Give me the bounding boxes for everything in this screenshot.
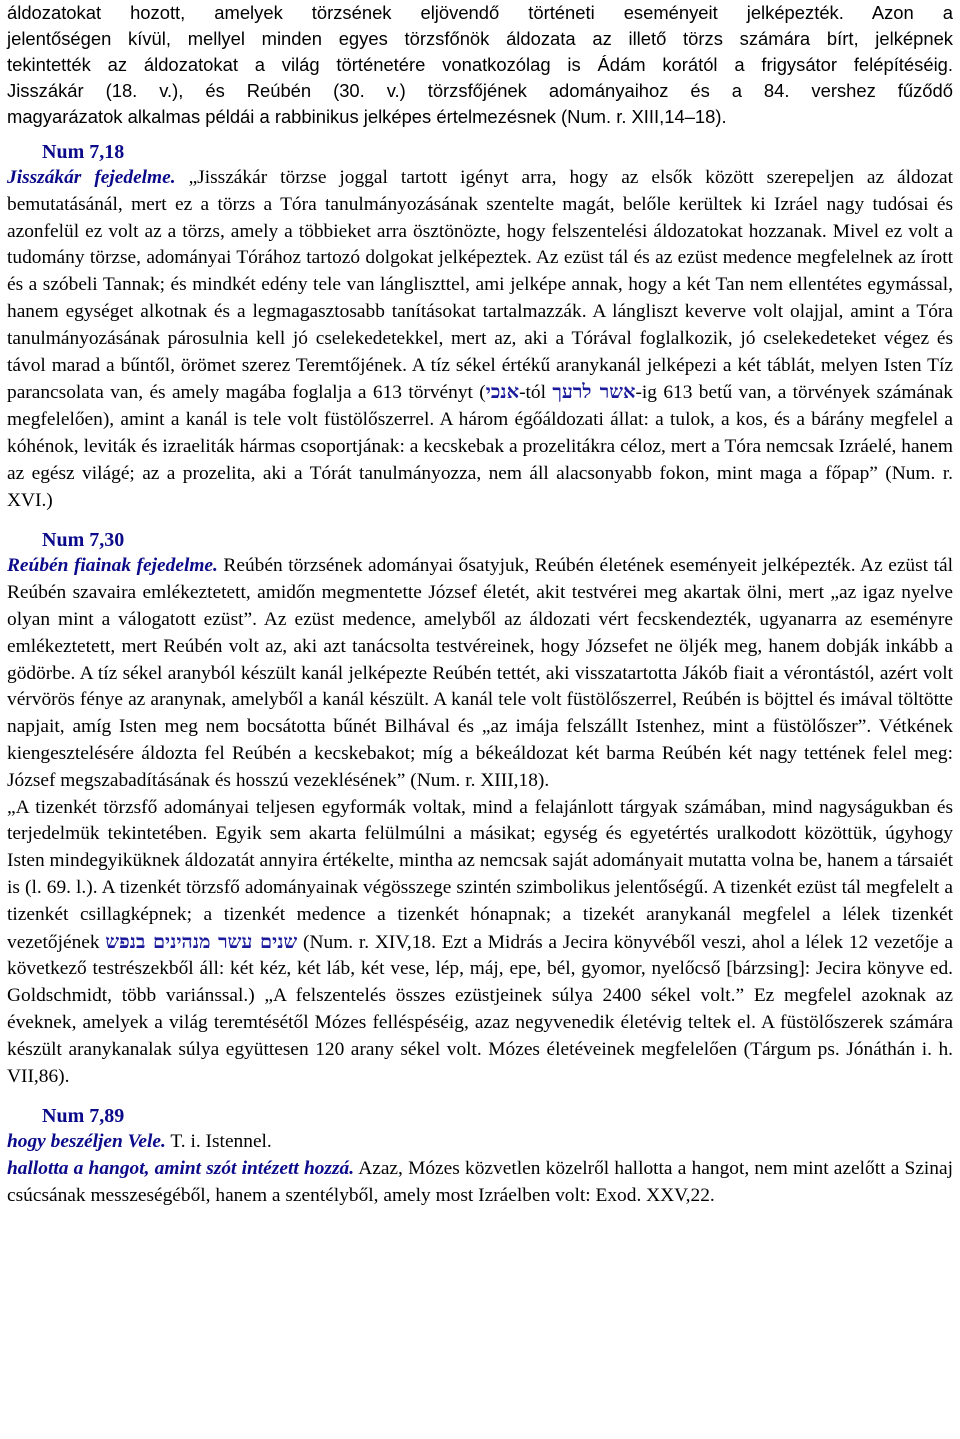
- section-heading: Num 7,30: [42, 529, 125, 552]
- section-paragraph: [7, 1156, 953, 1210]
- section-num-7-18: [7, 139, 953, 514]
- commentary-text: Reúbén törzsének adományai ősatyjuk, Reúbén életének eseményeit jelképezték. Az ezüst tál Reúbén szavaira emlékeztetett, amidőn megmentette József életét, akit testvérei meg akartak ölni, mert „az igaz nyelve olyan mint a válogatott ezüst”. Az ezüst medence, amelyből az áldozati vért fecskendezték, ugyanarra az eseményre emlékeztetett, mert Reúbén volt az, aki azt tanácsolta testvéreinek, hogy Józsefet ne öljék meg, hanem dobják inkább a gödörbe. A tíz sékel aranyból készült kanál jelképezte Reúbén tettét, aki visszatartotta Jákób fiait a vérontástól, azért volt vérvörös fénye az aranynak, amelyből a kanál készült. A kanál tele volt füstölőszerrel, Reúbén is böjttel és imával töltötte napjait, amíg Isten meg nem bocsátotta bűnét Bilhával és „az imája felszállt Istenhez, mint a füstölőszer”. Vétkének kiengesztelésére áldozta fel Reúbén a kecskebakot; míg a békeáldozat két barma Reúbén két nagy tettének felel meg: József megszabadításának és hosszú vezeklésének” (Num. r. XIII,18).: [7, 555, 953, 791]
- intro-line: áldozatokat hozott, amelyek törzsének eljövendő történeti eseményeit jelképezték. Azon a: [7, 2, 953, 23]
- commentary-text: T. i. Istennel.: [165, 1131, 272, 1153]
- section-paragraph: [7, 795, 953, 1091]
- section-paragraph: [7, 553, 953, 794]
- section-num-7-89: [7, 1103, 953, 1209]
- document-page: [7, 0, 953, 1210]
- commentary-text: -ig 613 betű van, a törvények számának megfelelően), amint a kanál is tele volt füstölőszerrel. A három égőáldozati állat: a tulok, a kos, és a bárány megfelel a kóhénok, leviták és izraeliták hármas csoportjának: a kecskebak a prozelitákra céloz, mert a Tóra nemcsak Izráelé, hanem az egész világé; az a prozelita, aki a Tórát tanulmányozza, nem áll alacsonyabb fokon, mint maga a főpap” (Num. r. XVI.): [7, 382, 954, 511]
- commentary-text: (Num. r. XIV,18. Ezt a Midrás a Jecira könyvéből veszi, ahol a lélek 12 vezetője a következő testrészekből áll: két kéz, két láb, két vese, lép, máj, epe, bél, gyomor, nyelőcső [bárzsing]: Jecira könyve ed. Goldschmidt, több variánssal.) „A felszentelés összes ezüstjeinek súlya 2400 sékel volt.” Ez megfelel azoknak az éveknek, amelyek a világ teremtésétől Mózes felléspéséig, azaz negyvenedik életévig teltek el. A füstölőszerek számára készült aranykanalak súlya együttesen 120 arany sékel volt. Mózes életéveinek megfelelően (Tárgum ps. Jónáthán i. h. VII,86).: [7, 931, 953, 1087]
- section-heading: Num 7,18: [42, 141, 125, 163]
- hebrew-text: אשר לרעך: [552, 380, 636, 404]
- intro-line: tekintették az áldozatokat a világ történetére vonatkozólag is Ádám korától a frigysátor felépítéséig.: [7, 54, 953, 75]
- lemma: hogy beszéljen Vele.: [7, 1131, 166, 1153]
- commentary-text: „Jisszákár törzse joggal tartott igényt arra, hogy az elsők között szerepeljen az áldozat bemutatásánál, mert ez a törzs a Tóra tanulmányozásának szentelte magát, belőle kerültek ki Izráel nagy tudósai és azonfelül ez volt az a törzs, amely a többieket arra ösztönözte, hogy felszentelési áldozatokat hozzanak. Mivel ez volt a tudomány törzse, adományai Tórához tartozó dolgokat jelképeztek. Az ezüst tál és az ezüst medence megfelelnek az írott és a szóbeli Tannak; és mindkét edény tele van lángliszttel, ami jelképe annak, hogy a két Tan nem ellentétes egymással, hanem egységet alkotnak és a legmagasztosabb tanításokat tartalmazzák. A lángliszt keverve volt olajjal, amint a Tóra tanulmányozásának párosulnia kell jó cselekedetekkel, mert az, aki a Tórával foglalkozik, jó cselekedeteket végez és távol marad a bűntől, örömet szerez Teremtőjének. A tíz sékel értékű aranykanál jelképezi a két táblát, melyen Isten Tíz parancsolata van, és amely magába foglalja a 613 törvényt (: [7, 167, 954, 404]
- commentary-text: „A tizenkét törzsfő adományai teljesen egyformák voltak, mind a felajánlott tárgyak számában, mind nagyságukban és terjedelmük tekintetében. Egyik sem akarta felülmúlni a másikat; egység és egyetértés uralkodott közöttük, úgyhogy Isten mindegyiküknek áldozatát annyira értékelte, mintha az nemcsak saját adományait mutatta volna be, hanem a társaiét is (l. 69. l.). A tizenkét törzsfő adományainak végösszege szintén szimbolikus jelentőségű. A tizenkét ezüst tál megfelelt a tizenkét csillagképnek; a tizenkét medence a tizenkét hónapnak; a tizekét aranykanál megfelel a lélek tizenkét vezetőjének: [7, 796, 954, 953]
- commentary-text: Azaz, Mózes közvetlen közelről hallotta a hangot, nem mint azelőtt a Szinaj csúcsának messzeségéből, hanem a szentélyből, amely most Izráelben volt: Exod. XXV,22.: [7, 1158, 953, 1206]
- section-heading: Num 7,89: [42, 1105, 125, 1128]
- commentary-text: -tól: [519, 382, 553, 404]
- section-num-7-30: [7, 527, 953, 1090]
- hebrew-text: אנכי: [485, 380, 520, 404]
- lemma: Jisszákár fejedelme.: [7, 167, 176, 188]
- section-paragraph: [7, 165, 953, 514]
- section-paragraph: [7, 1129, 953, 1156]
- intro-line: magyarázatok alkalmas példái a rabbinikus jelképes értelmezésnek (Num. r. XIII,14–18).: [7, 106, 727, 127]
- hebrew-text: שנים עשר מנהינים בנפש: [105, 929, 298, 953]
- intro-paragraph: [7, 0, 953, 130]
- lemma: hallotta a hangot, amint szót intézett hozzá.: [7, 1158, 355, 1180]
- intro-line: jelentőségen kívül, mellyel minden egyes törzsfőnök áldozata az illető törzs számára bírt, jelképnek: [7, 28, 953, 49]
- lemma: Reúbén fiainak fejedelme.: [7, 555, 218, 577]
- intro-line: Jisszákár (18. v.), és Reúbén (30. v.) törzsfőjének adományaihoz és a 84. vershez fűződő: [7, 80, 953, 101]
